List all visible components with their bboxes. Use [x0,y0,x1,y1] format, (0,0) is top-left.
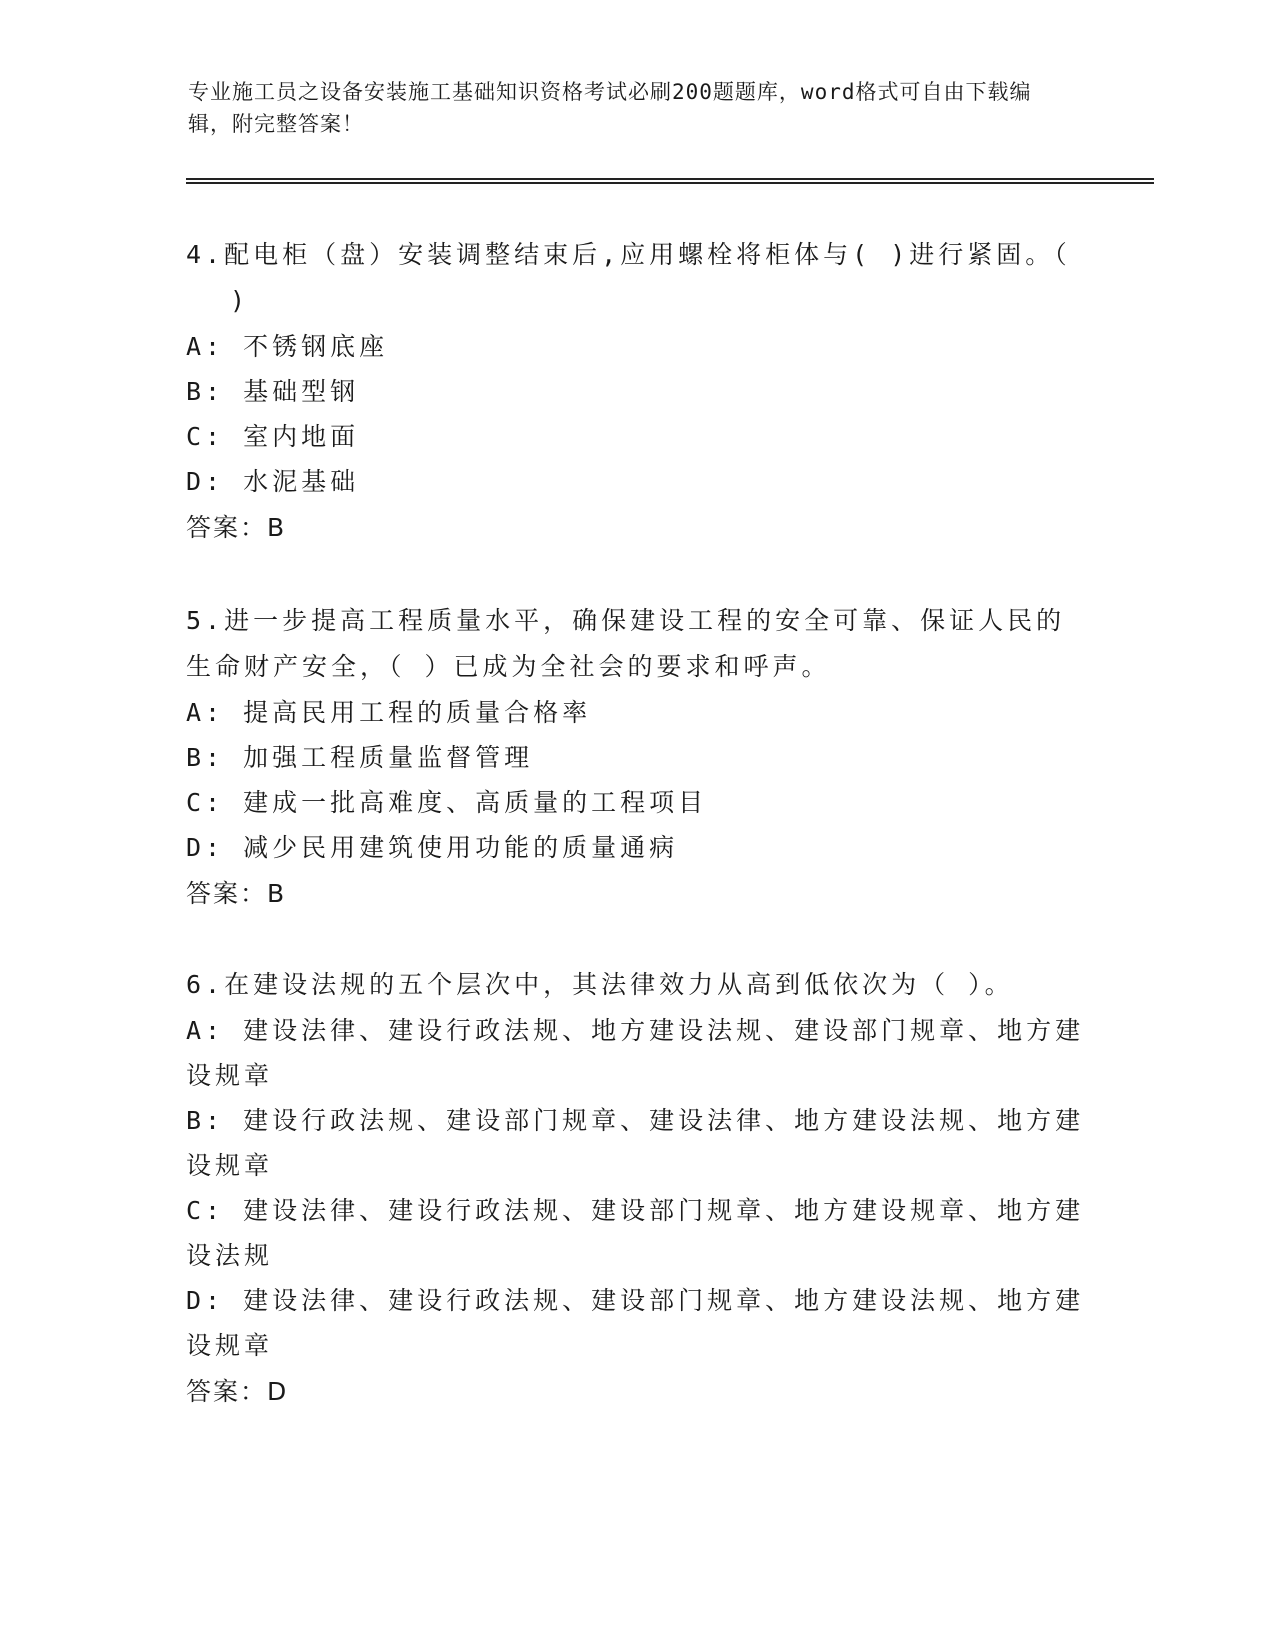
option-key: A: [186,332,225,361]
option-text-continuation: 设规章 [186,1061,274,1090]
option-a [186,324,1086,369]
option-text: 建设法律、建设行政法规、建设部门规章、地方建设法规、地方建 [243,1286,1085,1315]
option-key: B: [186,743,225,772]
option-key: C: [186,422,225,451]
option-text-continuation: 设规章 [186,1151,274,1180]
option-d [186,1278,1086,1368]
option-text: 建成一批高难度、高质量的工程项目 [243,788,708,817]
option-key: A: [186,1016,225,1045]
option-c [186,780,1086,825]
option-text: 室内地面 [243,422,360,451]
answer-line: 答案：B [186,513,287,542]
option-text: 水泥基础 [243,467,360,496]
question-block [186,598,1086,918]
question-stem-line: 生命财产安全，（ ）已成为全社会的要求和呼声。 [186,652,831,681]
answer-line: 答案：B [186,879,287,908]
option-text-continuation: 设规章 [186,1331,274,1360]
option-text: 提高民用工程的质量合格率 [243,698,592,727]
header-divider-top [186,178,1154,180]
option-key: D: [186,1286,225,1315]
option-key: A: [186,698,225,727]
question-stem [186,962,1086,1008]
header-divider-bottom [186,182,1154,184]
option-text-continuation: 设法规 [186,1241,274,1270]
option-d [186,825,1086,870]
option-d [186,459,1086,504]
option-key: B: [186,377,225,406]
option-b [186,1098,1086,1188]
option-b [186,735,1086,780]
option-key: C: [186,788,225,817]
option-text: 加强工程质量监督管理 [243,743,534,772]
question-stem-line: 6.在建设法规的五个层次中，其法律效力从高到低依次为（ ）。 [186,970,1014,999]
question-stem-line: 4.配电柜（盘）安装调整结束后,应用螺栓将柜体与( )进行紧固。（ [186,240,1071,269]
option-key: D: [186,833,225,862]
question-block [186,962,1086,1416]
option-key: B: [186,1106,225,1135]
option-text: 建设行政法规、建设部门规章、建设法律、地方建设法规、地方建 [243,1106,1085,1135]
document-header: 专业施工员之设备安装施工基础知识资格考试必刷200题题库，word格式可自由下载编辑，附完整答案！ [188,80,1032,136]
option-text: 建设法律、建设行政法规、建设部门规章、地方建设规章、地方建 [243,1196,1085,1225]
question-stem [186,598,1086,690]
question-stem-line: 5.进一步提高工程质量水平，确保建设工程的安全可靠、保证人民的 [186,606,1066,635]
option-a [186,690,1086,735]
option-b [186,369,1086,414]
question-stem [186,232,1086,324]
option-key: D: [186,467,225,496]
question-block [186,232,1086,552]
option-key: C: [186,1196,225,1225]
option-text: 减少民用建筑使用功能的质量通病 [243,833,679,862]
answer-line: 答案：D [186,1377,289,1406]
option-c [186,1188,1086,1278]
option-text: 基础型钢 [243,377,360,406]
option-a [186,1008,1086,1098]
option-text: 建设法律、建设行政法规、地方建设法规、建设部门规章、地方建 [243,1016,1085,1045]
option-c [186,414,1086,459]
question-stem-line: ) [230,286,250,315]
option-text: 不锈钢底座 [243,332,389,361]
